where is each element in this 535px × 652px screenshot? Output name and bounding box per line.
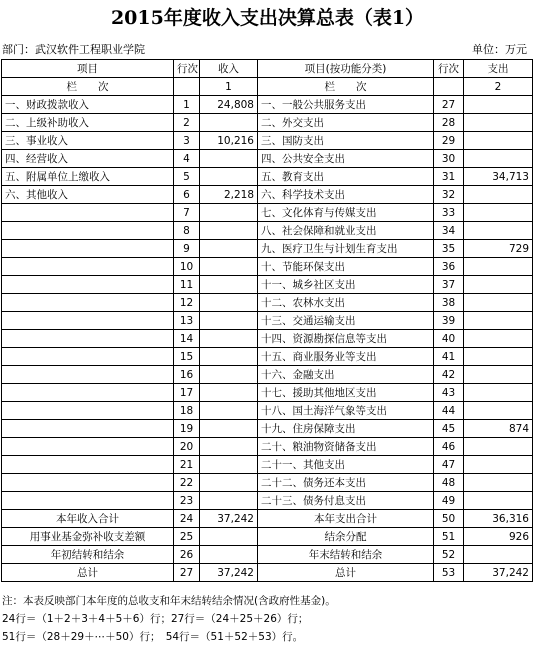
expense-amount <box>464 294 533 312</box>
expense-row-number: 40 <box>434 330 464 348</box>
expense-item-label: 十一、城乡社区支出 <box>258 276 434 294</box>
income-amount <box>200 366 258 384</box>
table-row <box>2 366 533 384</box>
expense-row-number: 53 <box>434 564 464 582</box>
income-row-number: 6 <box>174 186 200 204</box>
table-row <box>2 150 533 168</box>
income-item-label: 四、经营收入 <box>2 150 174 168</box>
table-row <box>2 420 533 438</box>
expense-row-number: 35 <box>434 240 464 258</box>
expense-item-label: 九、医疗卫生与计划生育支出 <box>258 240 434 258</box>
expense-row-number: 51 <box>434 528 464 546</box>
income-amount <box>200 492 258 510</box>
income-item-label <box>2 348 174 366</box>
income-row-number: 8 <box>174 222 200 240</box>
table-row <box>2 438 533 456</box>
expense-row-number: 34 <box>434 222 464 240</box>
income-item-label <box>2 474 174 492</box>
expense-row-number: 33 <box>434 204 464 222</box>
table-row <box>2 204 533 222</box>
expense-row-number: 30 <box>434 150 464 168</box>
expense-amount: 729 <box>464 240 533 258</box>
note-line-1: 注：本表反映部门本年度的总收支和年末结转结余情况(含政府性基金)。 <box>2 595 336 607</box>
income-item-label <box>2 276 174 294</box>
table-row <box>2 294 533 312</box>
income-row-number: 14 <box>174 330 200 348</box>
expense-item-label: 十二、农林水支出 <box>258 294 434 312</box>
expense-item-label: 八、社会保障和就业支出 <box>258 222 434 240</box>
expense-amount <box>464 384 533 402</box>
income-amount <box>200 294 258 312</box>
income-amount <box>200 474 258 492</box>
subheader-lan-ci-right: 栏 次 <box>258 78 434 96</box>
income-row-number: 21 <box>174 456 200 474</box>
unit-label: 单位：万元 <box>472 43 527 56</box>
expense-amount: 34,713 <box>464 168 533 186</box>
subheader-col1: 1 <box>200 78 258 96</box>
income-row-number: 7 <box>174 204 200 222</box>
income-item-label <box>2 366 174 384</box>
expense-row-number: 28 <box>434 114 464 132</box>
table-row <box>2 564 533 582</box>
income-row-number: 12 <box>174 294 200 312</box>
income-amount: 37,242 <box>200 510 258 528</box>
expense-item-label: 年末结转和结余 <box>258 546 434 564</box>
income-row-number: 9 <box>174 240 200 258</box>
table-row <box>2 312 533 330</box>
expense-item-label: 五、教育支出 <box>258 168 434 186</box>
expense-amount <box>464 258 533 276</box>
table-row <box>2 114 533 132</box>
income-item-label: 一、财政拨款收入 <box>2 96 174 114</box>
expense-row-number: 48 <box>434 474 464 492</box>
income-row-number: 25 <box>174 528 200 546</box>
expense-row-number: 49 <box>434 492 464 510</box>
subheader-empty-left <box>174 78 200 96</box>
expense-amount <box>464 492 533 510</box>
table-row <box>2 240 533 258</box>
table-row <box>2 222 533 240</box>
expense-row-number: 44 <box>434 402 464 420</box>
expense-item-label: 二、外交支出 <box>258 114 434 132</box>
income-amount <box>200 204 258 222</box>
expense-item-label: 十五、商业服务业等支出 <box>258 348 434 366</box>
income-row-number: 5 <box>174 168 200 186</box>
income-amount <box>200 330 258 348</box>
income-row-number: 22 <box>174 474 200 492</box>
expense-row-number: 39 <box>434 312 464 330</box>
expense-amount <box>464 276 533 294</box>
expense-row-number: 37 <box>434 276 464 294</box>
income-row-number: 24 <box>174 510 200 528</box>
income-item-label: 用事业基金弥补收支差额 <box>2 528 174 546</box>
expense-amount <box>464 348 533 366</box>
expense-item-label: 十三、交通运输支出 <box>258 312 434 330</box>
table-row <box>2 510 533 528</box>
note-line-2: 24行＝（1＋2＋3＋4＋5＋6）行；27行＝（24＋25＋26）行； <box>2 613 309 625</box>
header-row <box>2 60 533 78</box>
income-item-label: 年初结转和结余 <box>2 546 174 564</box>
expense-amount <box>464 438 533 456</box>
expense-row-number: 45 <box>434 420 464 438</box>
income-amount <box>200 456 258 474</box>
expense-item-label: 十八、国土海洋气象等支出 <box>258 402 434 420</box>
expense-item-label: 六、科学技术支出 <box>258 186 434 204</box>
table-row <box>2 330 533 348</box>
report-title: 2015年度收入支出决算总表（表1） <box>110 7 425 29</box>
income-item-label: 总计 <box>2 564 174 582</box>
income-item-label: 三、事业收入 <box>2 132 174 150</box>
income-amount <box>200 276 258 294</box>
income-amount: 10,216 <box>200 132 258 150</box>
income-amount <box>200 420 258 438</box>
subheader-empty-right <box>434 78 464 96</box>
header-row-no-right: 行次 <box>434 60 464 78</box>
expense-row-number: 29 <box>434 132 464 150</box>
expense-amount: 874 <box>464 420 533 438</box>
table-row <box>2 456 533 474</box>
income-item-label <box>2 294 174 312</box>
income-amount <box>200 384 258 402</box>
expense-row-number: 52 <box>434 546 464 564</box>
income-amount: 37,242 <box>200 564 258 582</box>
table-row <box>2 546 533 564</box>
subheader-row <box>2 78 533 96</box>
expense-amount <box>464 456 533 474</box>
income-item-label <box>2 402 174 420</box>
table-row <box>2 492 533 510</box>
expense-item-label: 三、国防支出 <box>258 132 434 150</box>
income-item-label <box>2 258 174 276</box>
income-amount <box>200 258 258 276</box>
income-row-number: 27 <box>174 564 200 582</box>
income-amount: 24,808 <box>200 96 258 114</box>
note-line-3: 51行＝（28＋29＋⋯＋50）行； 54行＝（51＋52＋53）行。 <box>2 631 304 643</box>
subheader-lan-ci-left: 栏 次 <box>2 78 174 96</box>
expense-item-label: 二十二、债务还本支出 <box>258 474 434 492</box>
table-row <box>2 348 533 366</box>
income-row-number: 4 <box>174 150 200 168</box>
expense-amount: 926 <box>464 528 533 546</box>
expense-row-number: 42 <box>434 366 464 384</box>
income-row-number: 20 <box>174 438 200 456</box>
income-item-label: 五、附属单位上缴收入 <box>2 168 174 186</box>
expense-amount <box>464 546 533 564</box>
income-item-label <box>2 204 174 222</box>
income-row-number: 16 <box>174 366 200 384</box>
income-amount: 2,218 <box>200 186 258 204</box>
expense-item-label: 十、节能环保支出 <box>258 258 434 276</box>
header-item-right: 项目(按功能分类) <box>258 60 434 78</box>
income-row-number: 15 <box>174 348 200 366</box>
expense-item-label: 十四、资源勘探信息等支出 <box>258 330 434 348</box>
expense-item-label: 二十一、其他支出 <box>258 456 434 474</box>
expense-row-number: 38 <box>434 294 464 312</box>
expense-amount: 36,316 <box>464 510 533 528</box>
income-amount <box>200 150 258 168</box>
income-amount <box>200 546 258 564</box>
income-item-label <box>2 240 174 258</box>
table-row <box>2 168 533 186</box>
expense-item-label: 二十、粮油物资储备支出 <box>258 438 434 456</box>
expense-amount <box>464 474 533 492</box>
income-item-label <box>2 222 174 240</box>
table-row <box>2 96 533 114</box>
expense-row-number: 41 <box>434 348 464 366</box>
subheader-col2: 2 <box>464 78 533 96</box>
budget-table <box>1 59 533 582</box>
expense-row-number: 27 <box>434 96 464 114</box>
expense-item-label: 四、公共安全支出 <box>258 150 434 168</box>
income-amount <box>200 168 258 186</box>
income-row-number: 19 <box>174 420 200 438</box>
expense-amount <box>464 186 533 204</box>
table-row <box>2 132 533 150</box>
expense-row-number: 50 <box>434 510 464 528</box>
income-item-label <box>2 330 174 348</box>
expense-row-number: 47 <box>434 456 464 474</box>
department-label: 部门：武汉软件工程职业学院 <box>2 43 145 56</box>
income-item-label <box>2 492 174 510</box>
expense-item-label: 总计 <box>258 564 434 582</box>
income-row-number: 23 <box>174 492 200 510</box>
income-item-label <box>2 438 174 456</box>
income-item-label: 本年收入合计 <box>2 510 174 528</box>
income-row-number: 2 <box>174 114 200 132</box>
expense-row-number: 31 <box>434 168 464 186</box>
income-row-number: 1 <box>174 96 200 114</box>
income-row-number: 13 <box>174 312 200 330</box>
table-row <box>2 528 533 546</box>
income-item-label: 六、其他收入 <box>2 186 174 204</box>
table-row <box>2 402 533 420</box>
expense-item-label: 十九、住房保障支出 <box>258 420 434 438</box>
income-item-label <box>2 420 174 438</box>
income-row-number: 10 <box>174 258 200 276</box>
table-row <box>2 384 533 402</box>
table-row <box>2 258 533 276</box>
income-amount <box>200 402 258 420</box>
table-row <box>2 276 533 294</box>
table-row <box>2 474 533 492</box>
income-amount <box>200 312 258 330</box>
income-row-number: 18 <box>174 402 200 420</box>
expense-row-number: 32 <box>434 186 464 204</box>
expense-item-label: 十七、援助其他地区支出 <box>258 384 434 402</box>
income-item-label <box>2 312 174 330</box>
income-amount <box>200 528 258 546</box>
income-row-number: 3 <box>174 132 200 150</box>
income-amount <box>200 438 258 456</box>
expense-amount <box>464 132 533 150</box>
income-row-number: 26 <box>174 546 200 564</box>
income-row-number: 11 <box>174 276 200 294</box>
expense-item-label: 二十三、债务付息支出 <box>258 492 434 510</box>
expense-row-number: 46 <box>434 438 464 456</box>
expense-amount <box>464 204 533 222</box>
expense-amount: 37,242 <box>464 564 533 582</box>
expense-item-label: 一、一般公共服务支出 <box>258 96 434 114</box>
expense-amount <box>464 402 533 420</box>
table-row <box>2 186 533 204</box>
expense-amount <box>464 366 533 384</box>
header-expense: 支出 <box>464 60 533 78</box>
expense-amount <box>464 150 533 168</box>
expense-amount <box>464 114 533 132</box>
expense-amount <box>464 312 533 330</box>
expense-item-label: 结余分配 <box>258 528 434 546</box>
income-item-label: 二、上级补助收入 <box>2 114 174 132</box>
expense-amount <box>464 96 533 114</box>
income-amount <box>200 240 258 258</box>
income-amount <box>200 348 258 366</box>
expense-item-label: 本年支出合计 <box>258 510 434 528</box>
expense-item-label: 七、文化体育与传媒支出 <box>258 204 434 222</box>
expense-row-number: 36 <box>434 258 464 276</box>
income-row-number: 17 <box>174 384 200 402</box>
expense-amount <box>464 330 533 348</box>
header-row-no-left: 行次 <box>174 60 200 78</box>
income-amount <box>200 222 258 240</box>
income-amount <box>200 114 258 132</box>
expense-item-label: 十六、金融支出 <box>258 366 434 384</box>
header-income: 收入 <box>200 60 258 78</box>
expense-amount <box>464 222 533 240</box>
income-item-label <box>2 456 174 474</box>
income-item-label <box>2 384 174 402</box>
header-item-left: 项目 <box>2 60 174 78</box>
expense-row-number: 43 <box>434 384 464 402</box>
